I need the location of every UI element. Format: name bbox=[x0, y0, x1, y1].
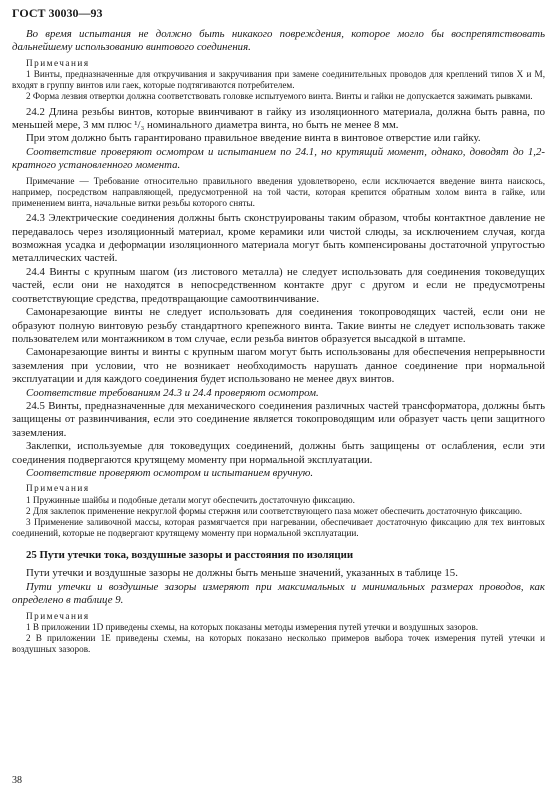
document-header: ГОСТ 30030—93 bbox=[12, 6, 103, 20]
paragraph-compliance: Соответствие требованиям 24.3 и 24.4 проверяют осмотром. bbox=[26, 386, 319, 399]
paragraph-24-3: 24.3 Электрические соединения должны быть сконструированы таким образом, чтобы контактное давление не передавалось через изоляционный материал, кроме керамики или чистой слюды, за исключением случая, когда возможная усадка и деформации изоляционного материала могут быть компенсированы достаточной упругостью металлических частей. bbox=[12, 212, 545, 265]
paragraph-compliance: Пути утечки и воздушные зазоры измеряют при максимальных и минимальных размерах проводов, как определено в таблице 9. bbox=[12, 580, 545, 607]
notes-title: Примечания bbox=[26, 57, 90, 68]
note-item: 2 Для заклепок применение некруглой формы стержня или соответствующего паза может обеспечить достаточную фиксацию. bbox=[26, 505, 523, 516]
paragraph: Заклепки, используемые для токоведущих соединений, должны быть защищены от ослабления, если эти соединения подвергаются крутящему моменту при нормальной эксплуатации. bbox=[12, 440, 545, 466]
paragraph: Самонарезающие винты и винты с крупным шагом могут быть использованы для обеспечения непрерывности заземления при условии, что не возникает необходимость нарушать данное соединение при нормальной эксплуатации и для каждого соединения будет использовано не менее двух винтов. bbox=[12, 346, 545, 386]
page-number: 38 bbox=[12, 775, 22, 787]
note-single: Примечание — Требование относительно правильного введения удовлетворено, если исключается введение винта наискось, например, посредством направляющей, предусмотренной на той части, которая крепится обратным холом винта в гайке, или применением винта, начальные витки резьбы которого сняты. bbox=[12, 175, 545, 209]
note-item: 2 Форма лезвия отвертки должна соответствовать головке испытуемого винта. Винты и гайки не допускается зажимать рывками. bbox=[26, 91, 533, 102]
note-item: 2 В приложении 1E приведены схемы, на которых показано несколько примеров выбора точек измерения путей утечки и воздушных зазоров. bbox=[12, 633, 545, 655]
paragraph: Во время испытания не должно быть никакого повреждения, которое могло бы воспрепятствовать дальнейшему использованию винтового соединения. bbox=[12, 28, 545, 54]
note-item: 1 В приложении 1D приведены схемы, на которых показаны методы измерения путей утечки и воздушных зазоров. bbox=[26, 621, 479, 632]
section-title-25: 25 Пути утечки тока, воздушные зазоры и расстояния по изоляции bbox=[26, 549, 354, 562]
paragraph-compliance: Соответствие проверяют осмотром и испытанием вручную. bbox=[26, 466, 314, 479]
paragraph: Пути утечки и воздушные зазоры не должны быть меньше значений, указанных в таблице 15. bbox=[26, 567, 458, 580]
notes-title: Примечания bbox=[26, 610, 90, 621]
note-item: 1 Винты, предназначенные для откручивания и закручивания при замене соединительных проводов для креплений типов X и M, входят в группу винтов или гаек, которые подтягиваются потребителем. bbox=[12, 69, 545, 91]
paragraph-compliance: Соответствие проверяют осмотром и испытанием по 24.1, но крутящий момент, однако, доводят до 1,2-кратного установленного момента. bbox=[12, 145, 545, 172]
paragraph-24-2: 24.2 Длина резьбы винтов, которые ввинчивают в гайку из изоляционного материала, должна быть равна, по меньшей мере, 3 мм плюс ¹/₃ номинального диаметра винта, но быть не менее 8 мм. bbox=[12, 105, 545, 132]
notes-title: Примечания bbox=[26, 483, 90, 494]
paragraph-24-5: 24.5 Винты, предназначенные для механического соединения различных частей трансформатора, должны быть защищены от развинчивания, если это соединение является токопроводящим или образует часть цепи защитного заземления. bbox=[12, 399, 545, 439]
paragraph-24-4: 24.4 Винты с крупным шагом (из листового металла) не следует использовать для соединения токоведущих частей, если они не находятся в непосредственном контакте друг с другом и если не предусмотрены соответствующие средства, предотвращающие самоотвинчивание. bbox=[12, 265, 545, 305]
note-item: 1 Пружинные шайбы и подобные детали могут обеспечить достаточную фиксацию. bbox=[26, 494, 355, 505]
note-item: 3 Применение заливочной массы, которая размягчается при нагревании, обеспечивает достаточную фиксацию для тех винтовых соединений, которые не подвергают крутящему моменту при нормальной эксплуатации. bbox=[12, 517, 545, 539]
paragraph: При этом должно быть гарантировано правильное введение винта в винтовое отверстие или гайку. bbox=[26, 132, 481, 145]
paragraph: Самонарезающие винты не следует использовать для соединения токопроводящих частей, если они не образуют полную винтовую резьбу стандартного крепежного винта. Такие винты не следует использовать также пользователем или монтажником в том случае, если резьба винтов образуется высадкой в штампе. bbox=[12, 306, 545, 345]
